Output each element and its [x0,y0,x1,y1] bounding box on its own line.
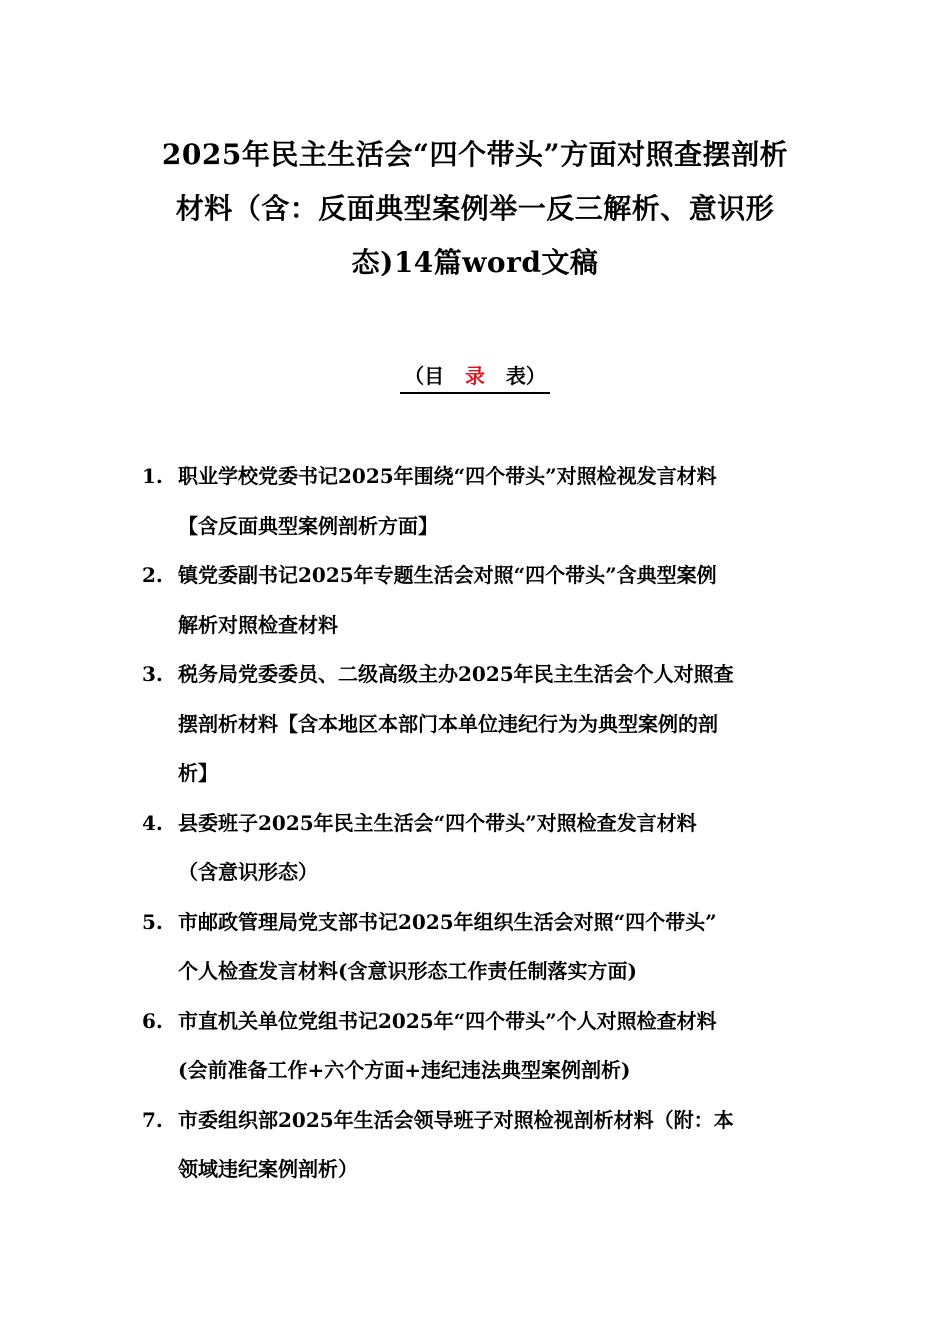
toc-item-number: 4. [142,810,163,835]
toc-item [142,997,812,1096]
toc-item-line: 市委组织部2025年生活会领导班子对照检视剖析材料（附：本 [178,1107,734,1132]
toc-item [142,551,812,650]
toc-item [142,1096,812,1195]
toc-item-line: 市邮政管理局党支部书记2025年组织生活会对照“四个带头” [178,909,717,934]
table-of-contents [142,452,812,1195]
toc-item [142,898,812,997]
toc-item [142,452,812,551]
toc-item-line: 税务局党委委员、二级高级主办2025年民主生活会个人对照查 [178,662,734,686]
toc-item-line: 市直机关单位党组书记2025年“四个带头”个人对照检查材料 [178,1008,717,1033]
toc-item-line: 析】 [178,761,218,785]
title-line: 材料（含：反面典型案例举一反三解析、意识形 [175,192,775,225]
toc-item-line: 县委班子2025年民主生活会“四个带头”对照检查发言材料 [178,810,697,835]
toc-item-line: 领域违纪案例剖析） [178,1157,358,1181]
toc-heading-close: 表） [485,364,546,388]
toc-item-line: 职业学校党委书记2025年围绕“四个带头”对照检视发言材料 [178,464,717,488]
toc-item-number: 2. [142,563,163,587]
toc-item-number: 1. [142,464,163,488]
toc-item-line: （含意识形态） [178,860,318,884]
toc-item-line: 个人检查发言材料(含意识形态工作责任制落实方面) [178,959,637,983]
toc-heading-open: （目 [404,364,465,388]
toc-heading [0,362,950,394]
toc-heading-underlined [400,362,550,394]
toc-item-line: 【含反面典型案例剖析方面】 [178,513,438,538]
toc-item-line: 摆剖析材料【含本地区本部门本单位违纪行为为典型案例的剖 [178,711,718,736]
title-line: 态)14篇word文稿 [351,246,599,279]
toc-item-number: 6. [142,1008,163,1033]
toc-item-number: 7. [142,1107,163,1132]
toc-item-line: 镇党委副书记2025年专题生活会对照“四个带头”含典型案例 [178,563,717,587]
toc-item-number: 3. [142,662,163,686]
toc-item [142,650,812,799]
document-title [140,128,810,290]
toc-item-line: (会前准备工作+六个方面+违纪违法典型案例剖析) [178,1058,631,1082]
toc-item [142,799,812,898]
toc-item-number: 5. [142,909,163,934]
toc-item-line: 解析对照检查材料 [178,612,338,637]
title-line: 2025年民主生活会“四个带头”方面对照查摆剖析 [161,138,789,171]
toc-heading-accent: 录 [465,364,485,388]
